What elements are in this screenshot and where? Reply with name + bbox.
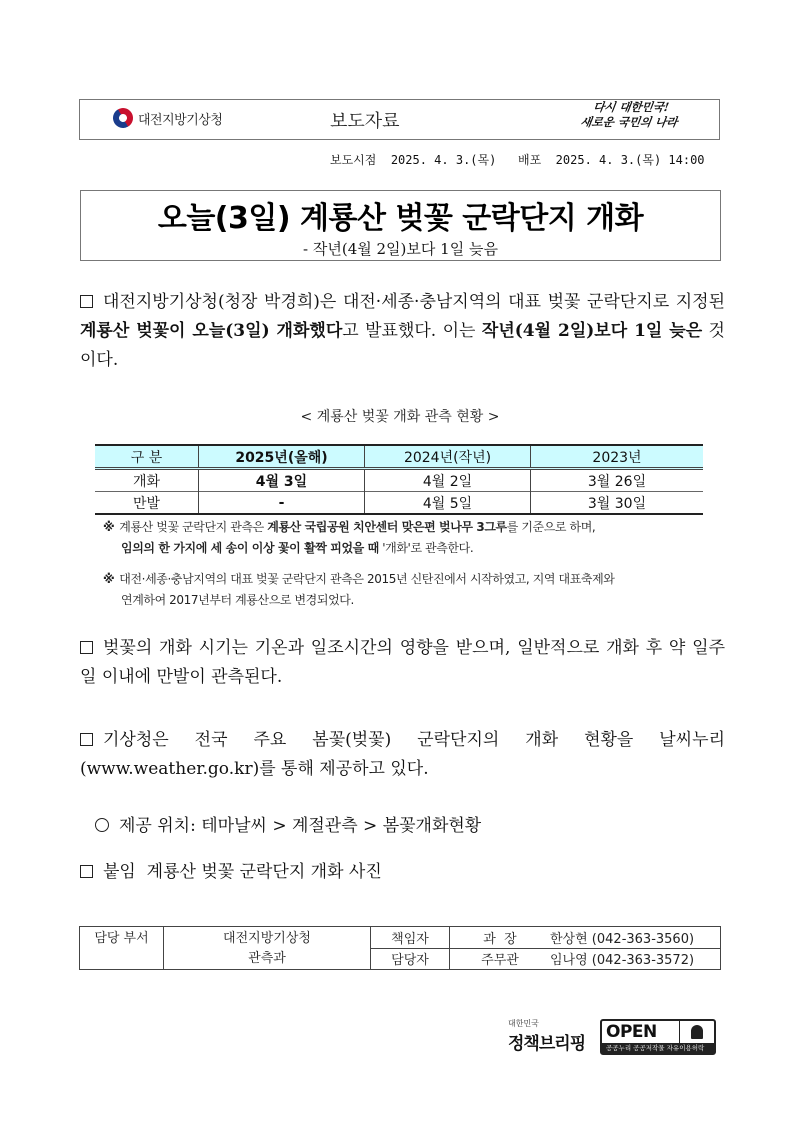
person-title: 주무관 bbox=[481, 953, 519, 969]
sub-headline: - 작년(4월 2일)보다 1일 늦음 bbox=[303, 240, 498, 258]
text: 연계하여 2017년부터 계룡산으로 변경되었다. bbox=[121, 593, 354, 607]
paragraph-bloom-timing bbox=[80, 634, 725, 692]
text: 붙임 계룡산 벚꽃 군락단지 개화 사진 bbox=[103, 862, 382, 882]
row-label: 만발 bbox=[95, 492, 199, 515]
note-observation-criteria bbox=[103, 517, 713, 559]
text: 제공 위치: 테마날씨 > 계절관측 > 봄꽃개화현황 bbox=[119, 816, 482, 836]
text: '개화'로 관측한다. bbox=[378, 541, 474, 555]
table-cell: 4월 3일 bbox=[199, 469, 365, 492]
table-row bbox=[95, 469, 703, 492]
column-header: 2024년(작년) bbox=[365, 445, 531, 469]
kogl-bar-text: 공공누리 공공저작물 자유이용허락 bbox=[602, 1043, 714, 1053]
contact-person bbox=[450, 927, 721, 949]
paragraph-weather-nuri bbox=[80, 726, 725, 784]
person-title: 과 장 bbox=[483, 931, 517, 947]
note-history bbox=[103, 569, 713, 611]
observation-table bbox=[95, 444, 703, 515]
policy-logo-small-text: 대한민국 bbox=[508, 1019, 539, 1028]
policy-logo-text: 정책브리핑 bbox=[508, 1034, 586, 1054]
bold-text: 임의의 한 가지에 세 송이 이상 꽃이 활짝 피었을 때 bbox=[121, 541, 379, 555]
bold-text: 작년(4월 2일)보다 1일 늦은 bbox=[481, 321, 703, 341]
attribution-person-icon bbox=[680, 1021, 714, 1043]
column-header: 2023년 bbox=[531, 445, 704, 469]
person-name-phone: 임나영 (042-363-3572) bbox=[550, 953, 695, 969]
square-bullet-icon bbox=[80, 733, 93, 746]
bold-text: 계룡산 국립공원 치안센터 맞은편 벚나무 3그루 bbox=[267, 520, 507, 534]
slogan-line-2: 새로운 국민의 나라 bbox=[579, 115, 679, 129]
text: 계룡산 벚꽃 군락단지 관측은 bbox=[119, 520, 268, 534]
row-label: 개화 bbox=[95, 469, 199, 492]
circle-bullet-icon bbox=[95, 818, 109, 832]
embargo-date: 2025. 4. 3.(목) bbox=[390, 153, 497, 167]
government-slogan bbox=[553, 100, 707, 130]
distribution-label: 배포 bbox=[518, 153, 542, 167]
paragraph-location-path bbox=[95, 812, 481, 841]
column-header: 구 분 bbox=[95, 445, 199, 469]
text: 대전·세종·충남지역의 대표 벚꽃 군락단지 관측은 2015년 신탄진에서 시작하였고, 지역 대표축제와 bbox=[119, 572, 615, 586]
paragraph-announcement bbox=[80, 288, 725, 375]
kogl-open-license-badge bbox=[600, 1019, 716, 1055]
text: 고 발표했다. 이는 bbox=[342, 321, 482, 341]
role-label: 담당자 bbox=[371, 948, 450, 970]
dept-line-2: 관측과 bbox=[248, 951, 286, 966]
square-bullet-icon bbox=[80, 295, 93, 308]
agency-name: 대전지방기상청 bbox=[138, 112, 223, 128]
reference-mark-icon: ※ bbox=[103, 520, 115, 534]
dept-label: 담당 부서 bbox=[80, 927, 164, 970]
square-bullet-icon bbox=[80, 641, 93, 654]
table-cell: 4월 2일 bbox=[365, 469, 531, 492]
table-row bbox=[95, 492, 703, 515]
bold-text: 계룡산 벚꽃이 오늘(3일) 개화했다 bbox=[80, 321, 343, 341]
paragraph-attachment bbox=[80, 858, 382, 887]
text: 대전지방기상청(청장 박경희)은 대전·세종·충남지역의 대표 벚꽃 군락단지로 지정된 bbox=[103, 292, 725, 312]
text: 벚꽃의 개화 시기는 기온과 일조시간의 영향을 받으며, 일반적으로 개화 후 약 일주일 이내에 만발이 관측된다. bbox=[80, 638, 725, 687]
dept-name bbox=[164, 927, 371, 970]
table-caption: < 계룡산 벚꽃 개화 관측 현황 > bbox=[300, 409, 500, 425]
embargo-label: 보도시점 bbox=[330, 153, 377, 167]
headline: 오늘(3일) 계룡산 벚꽃 군락단지 개화 bbox=[157, 201, 644, 236]
table-cell: 4월 5일 bbox=[365, 492, 531, 515]
text: 기상청은 전국 주요 봄꽃(벚꽃) 군락단지의 개화 현황을 날씨누리 (www.weather.go.kr)를 통해 제공하고 있다. bbox=[80, 730, 725, 779]
slogan-line-1: 다시 대한민국! bbox=[592, 100, 670, 114]
headline-box bbox=[80, 190, 721, 261]
dept-line-1: 대전지방기상청 bbox=[223, 931, 311, 946]
table-header-row bbox=[95, 445, 703, 469]
table-row bbox=[80, 927, 721, 949]
person-name-phone: 한상현 (042-363-3560) bbox=[550, 931, 695, 947]
contact-person bbox=[450, 948, 721, 970]
agency-logo bbox=[113, 108, 222, 128]
table-cell: 3월 30일 bbox=[531, 492, 704, 515]
role-label: 책임자 bbox=[371, 927, 450, 949]
table-cell: 3월 26일 bbox=[531, 469, 704, 492]
column-header: 2025년(올해) bbox=[199, 445, 365, 469]
text: 를 기준으로 하며, bbox=[506, 520, 596, 534]
contact-table bbox=[79, 926, 721, 970]
open-label: OPEN bbox=[606, 1022, 657, 1042]
table-cell: - bbox=[199, 492, 365, 515]
doc-type-label: 보도자료 bbox=[330, 111, 400, 132]
release-info bbox=[330, 151, 705, 168]
distribution-date: 2025. 4. 3.(목) 14:00 bbox=[555, 153, 705, 167]
reference-mark-icon: ※ bbox=[103, 572, 115, 586]
taegeuk-emblem-icon bbox=[109, 104, 136, 131]
square-bullet-icon bbox=[80, 865, 93, 878]
text: 것이다. bbox=[80, 321, 725, 370]
policy-briefing-logo bbox=[508, 1018, 585, 1054]
